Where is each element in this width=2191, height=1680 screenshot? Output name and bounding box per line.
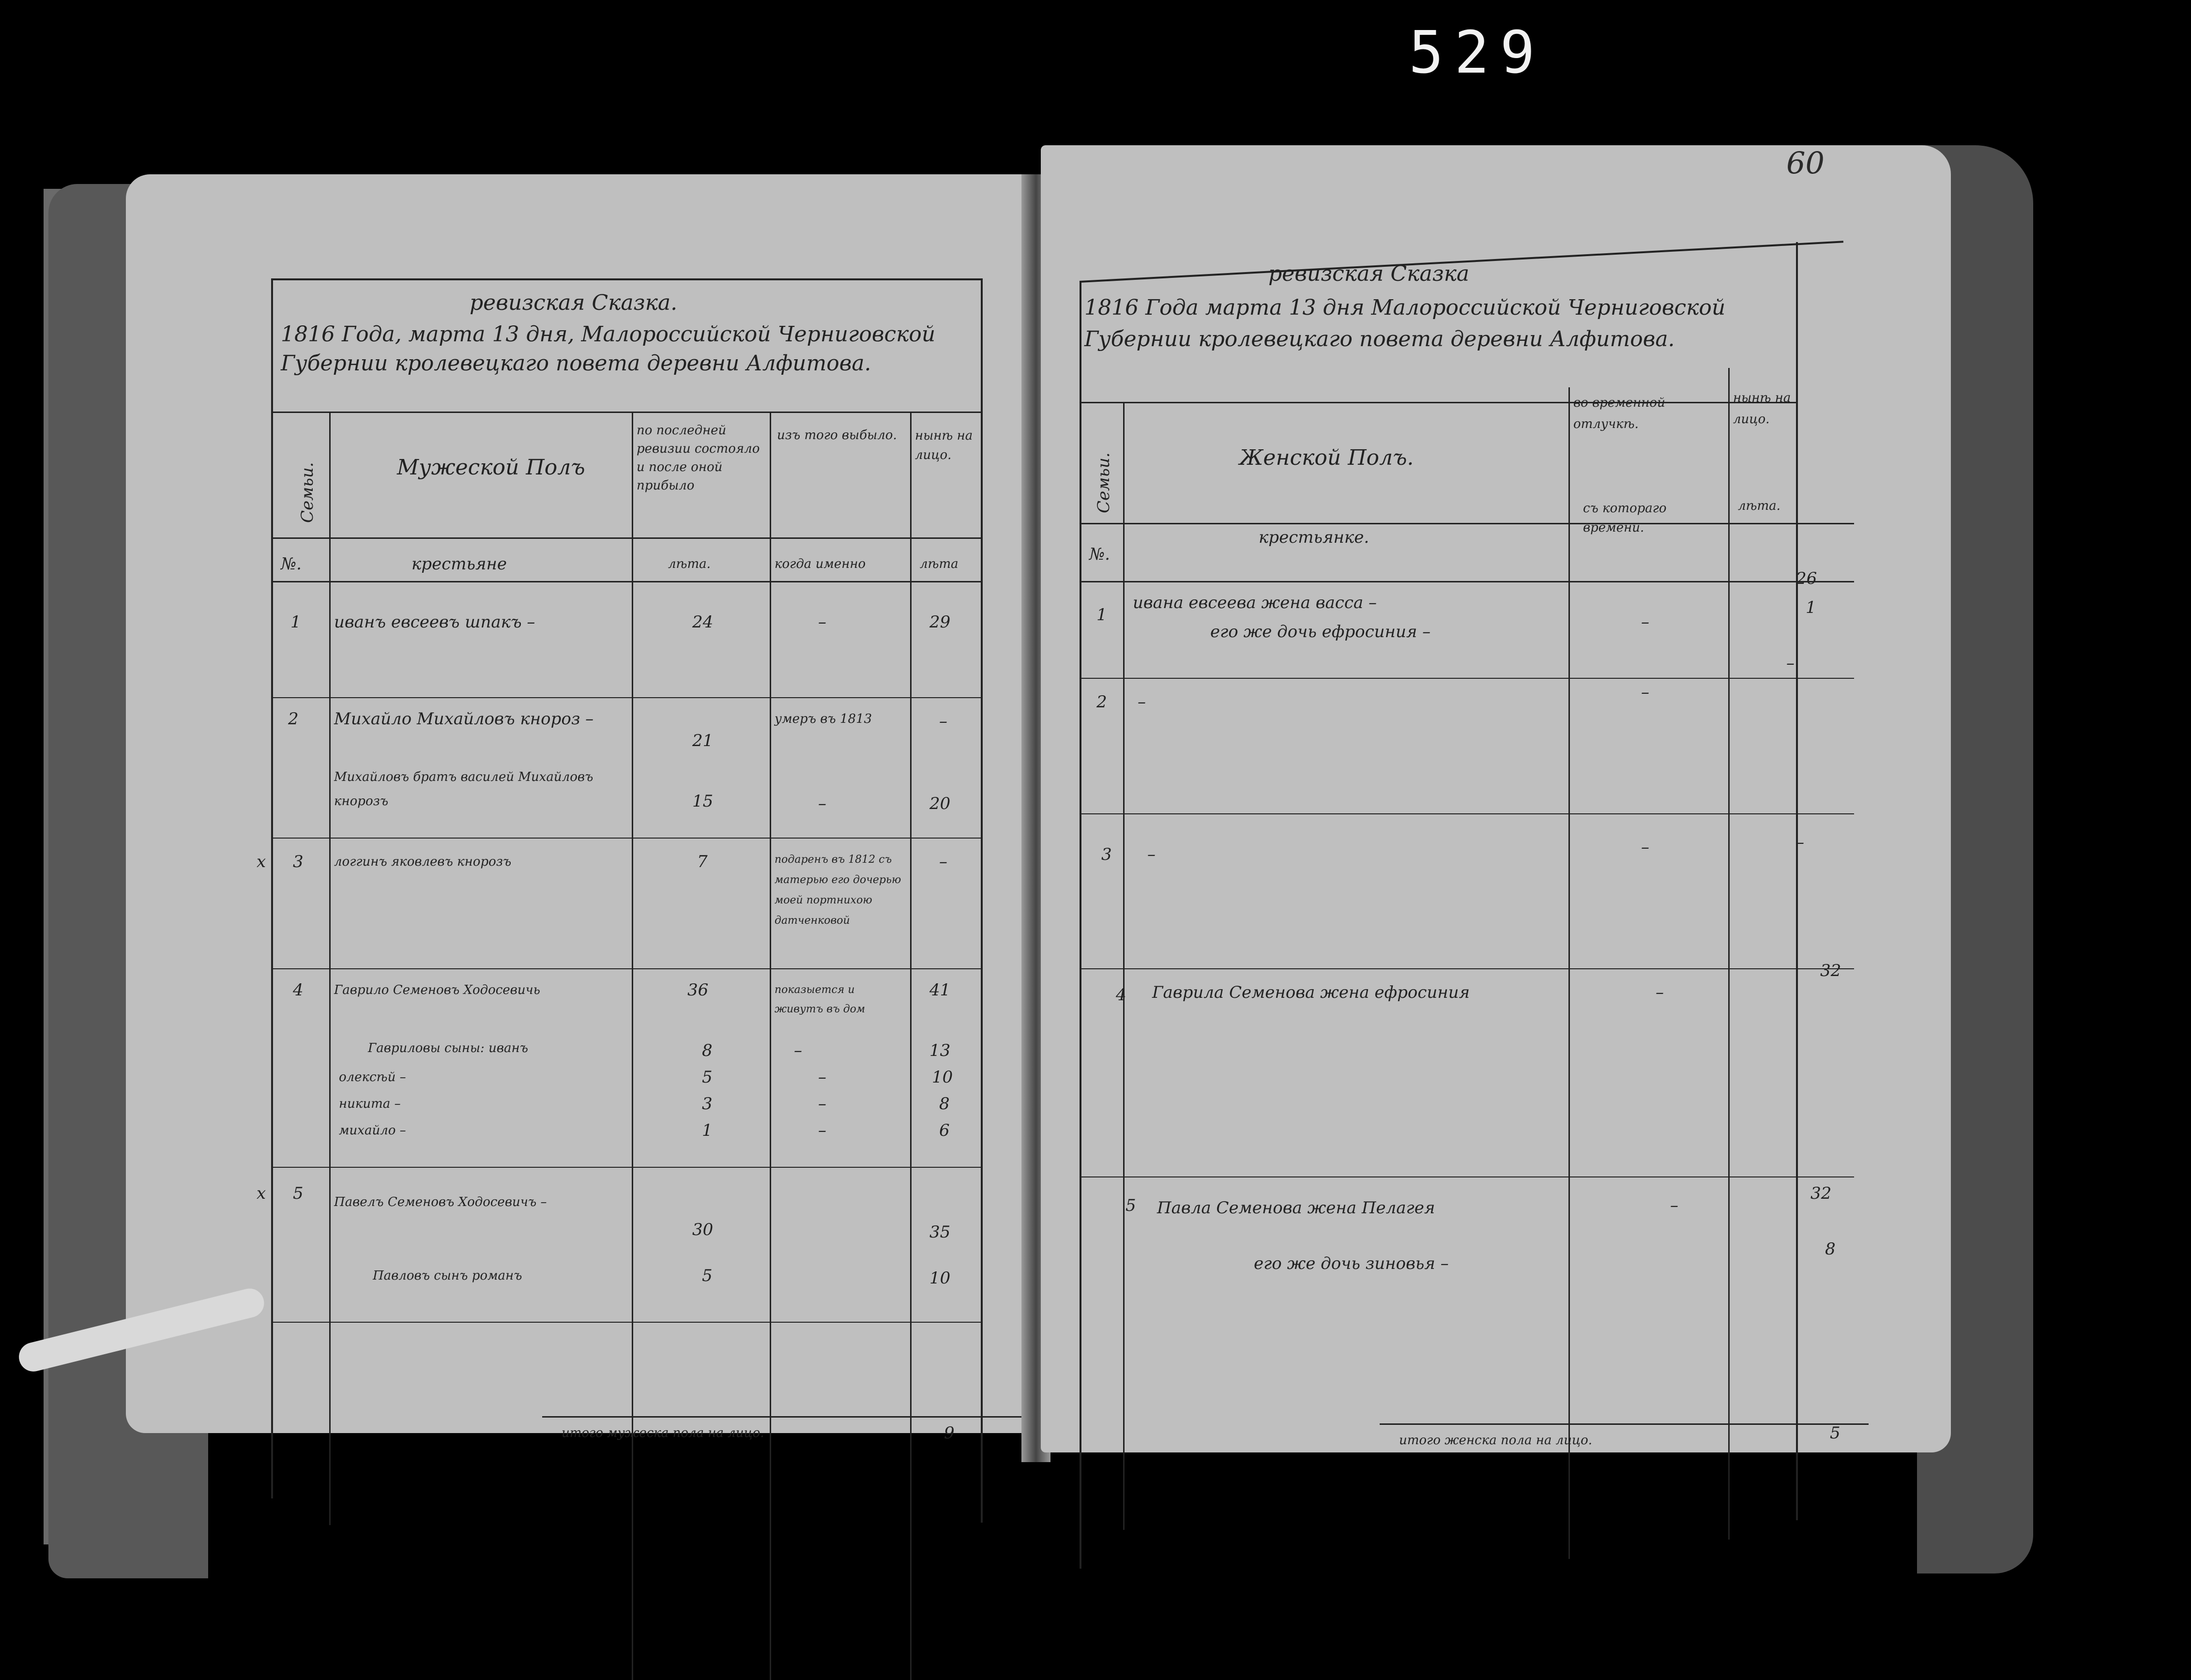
row-no: 5 xyxy=(293,1184,304,1203)
row-present: 32 xyxy=(1811,1184,1832,1203)
frame-left xyxy=(1080,281,1081,1569)
row-departed: – xyxy=(818,1121,826,1140)
row-name: Павелъ Семеновъ Ходосевичъ – xyxy=(334,1195,547,1209)
row-present: 13 xyxy=(929,1041,951,1060)
page-subtitle: Губернии кролевецкаго повета деревни Алфитова. xyxy=(1084,327,1675,351)
col-header-family: Семьи. xyxy=(298,462,317,523)
row-no: 5 xyxy=(1126,1196,1136,1215)
row-present: 1 xyxy=(1806,598,1816,617)
total-value: 9 xyxy=(944,1423,955,1443)
col-header-last-revision: по последней ревизии состояло и после оной прибыло xyxy=(637,423,760,493)
row-present: 41 xyxy=(929,980,951,1000)
row-revision: 5 xyxy=(702,1266,713,1285)
row-departed: – xyxy=(818,794,826,813)
row-revision: 5 xyxy=(702,1068,713,1087)
row-present: 6 xyxy=(939,1121,950,1140)
frame-right xyxy=(1796,242,1798,1520)
row-departed: – xyxy=(818,612,826,632)
row-revision: 36 xyxy=(687,980,709,1000)
row-line xyxy=(271,697,983,698)
row-no: 4 xyxy=(293,980,304,1000)
row-revision: 8 xyxy=(702,1041,713,1060)
row-revision: 7 xyxy=(697,852,708,871)
col-header-absent: во временной отлучкѣ. xyxy=(1573,396,1665,431)
subheader-peasants: крестьянке. xyxy=(1259,528,1369,547)
row-present: 10 xyxy=(929,1268,951,1288)
row-name: Павловъ сынъ романъ xyxy=(373,1268,522,1283)
subheader-no: №. xyxy=(281,554,302,574)
row-revision: 21 xyxy=(692,731,714,750)
col-line xyxy=(770,412,771,1680)
row-line xyxy=(1080,968,1854,969)
row-departed: – xyxy=(818,1068,826,1087)
row-departed: подаренъ въ 1812 съ матерью его дочерью моей портнихою датченковой xyxy=(775,854,901,927)
row-present: 26 xyxy=(1796,569,1817,588)
row-revision: 24 xyxy=(692,612,714,632)
row-absent: – xyxy=(1641,571,1649,591)
page-subtitle: 1816 Года марта 13 дня Малороссийской Черниговской xyxy=(1084,295,1726,320)
col-line xyxy=(1123,402,1125,1530)
row-line xyxy=(1080,813,1854,814)
row-revision: 15 xyxy=(692,792,714,811)
total-label: итого мужеска пола на лицо. xyxy=(562,1426,764,1440)
total-label: итого женска пола на лицо. xyxy=(1399,1433,1593,1448)
row-name: его же дочь ефросиния – xyxy=(1210,622,1431,641)
row-departed: умеръ въ 1813 xyxy=(775,712,872,726)
row-absent: – xyxy=(1641,838,1649,857)
row-present: 8 xyxy=(939,1094,950,1114)
page-subtitle: 1816 Года, марта 13 дня, Малороссийской Черниговской xyxy=(281,322,936,347)
col-header-present: нынѣ на лицо. xyxy=(915,428,973,462)
row-name: – xyxy=(1138,692,1146,712)
subheader-when: когда именно xyxy=(775,557,866,571)
row-absent: – xyxy=(1641,612,1649,632)
col-header-present: нынѣ на лицо. xyxy=(1733,391,1791,427)
row-revision: 1 xyxy=(702,1121,713,1140)
row-no: 1 xyxy=(1096,605,1107,625)
row-name: Павла Семенова жена Пелагея xyxy=(1157,1198,1435,1218)
subheader-years: лѣта. xyxy=(668,557,711,571)
row-present: – xyxy=(1796,833,1804,852)
total-value: 5 xyxy=(1830,1423,1841,1443)
row-name: Михайло Михайловъ кнороз – xyxy=(334,709,594,729)
col-header-gender: Женской Полъ. xyxy=(1239,445,1414,470)
col-header-gender: Мужеской Полъ xyxy=(397,455,585,480)
col-line xyxy=(910,412,912,1680)
row-line xyxy=(1080,678,1854,679)
row-no: 2 xyxy=(1096,692,1107,712)
row-name: Михайловъ братъ василей Михайловъ кнорозъ xyxy=(334,770,593,809)
row-line xyxy=(271,838,983,839)
row-line xyxy=(271,1322,983,1323)
row-present: – xyxy=(1786,654,1795,673)
row-present: 8 xyxy=(1825,1239,1836,1259)
row-no: 1 xyxy=(290,612,301,632)
row-departed: – xyxy=(794,1041,802,1060)
header-divider xyxy=(271,412,983,413)
row-present: – xyxy=(939,712,947,731)
row-line xyxy=(271,1167,983,1168)
page-title: ревизская Сказка xyxy=(1268,261,1470,286)
col-header-family: Семьи. xyxy=(1094,452,1113,513)
row-name: Гавриловы сыны: иванъ xyxy=(368,1041,528,1055)
subheader-divider xyxy=(271,537,983,539)
row-name: иванъ евсеевъ шпакъ – xyxy=(334,612,535,632)
row-name: никита – xyxy=(339,1097,401,1111)
right-page xyxy=(1041,145,1951,1452)
row-present: 32 xyxy=(1820,961,1841,980)
col-line xyxy=(1568,387,1570,1559)
subheader-divider-2 xyxy=(1080,581,1854,582)
row-absent: – xyxy=(1670,1196,1678,1215)
subheader-divider xyxy=(1080,523,1854,524)
row-name: логгинъ яковлевъ кнорозъ xyxy=(334,855,512,869)
subheader-divider-2 xyxy=(271,581,983,582)
row-name: его же дочь зиновья – xyxy=(1254,1254,1449,1273)
row-no: 3 xyxy=(1101,845,1112,864)
row-present: 35 xyxy=(929,1222,951,1242)
col-line xyxy=(632,412,633,1680)
subheader-peasants: крестьяне xyxy=(411,554,507,574)
row-present: 20 xyxy=(929,794,951,813)
frame-left xyxy=(271,278,273,1498)
folio-number: 60 xyxy=(1786,145,1825,181)
frame-right xyxy=(981,278,983,1523)
left-page xyxy=(126,174,1046,1443)
subheader-no: №. xyxy=(1089,545,1110,564)
row-line xyxy=(271,968,983,969)
row-name: Гаврило Семеновъ Ходосевичь xyxy=(334,983,540,997)
row-name: Гаврила Семенова жена ефросиния xyxy=(1152,983,1470,1002)
row-present: 29 xyxy=(929,612,951,632)
margin-mark: x xyxy=(257,852,266,871)
total-line xyxy=(1380,1423,1869,1425)
subheader-years: лѣта. xyxy=(1738,499,1780,513)
total-line xyxy=(542,1416,1031,1418)
row-absent: – xyxy=(1641,683,1649,702)
row-present: – xyxy=(939,852,947,871)
frame-top xyxy=(271,278,983,280)
subheader-years-2: лѣта xyxy=(920,557,959,571)
row-no: 2 xyxy=(288,709,299,729)
subheader-since: съ котораго времени. xyxy=(1583,501,1667,535)
row-name: – xyxy=(1147,845,1156,864)
row-revision: 30 xyxy=(692,1220,714,1239)
margin-mark: x xyxy=(257,1184,266,1203)
col-header-departed: изъ того выбыло. xyxy=(777,428,897,443)
row-revision: 3 xyxy=(702,1094,713,1114)
row-name: олексѣй – xyxy=(339,1070,406,1084)
page-subtitle: Губернии кролевецкаго повета деревни Алфитова. xyxy=(281,351,871,376)
row-line xyxy=(1080,1176,1854,1177)
archive-number: 529 xyxy=(1409,19,1546,87)
row-departed: – xyxy=(818,1094,826,1114)
row-departed: показыется и живутъ въ дом xyxy=(775,984,866,1015)
row-name: михайло – xyxy=(339,1123,406,1138)
page-title: ревизская Сказка. xyxy=(470,290,678,315)
row-no: 3 xyxy=(293,852,304,871)
col-line xyxy=(1728,368,1730,1540)
row-present: 10 xyxy=(932,1068,953,1087)
row-absent: – xyxy=(1656,983,1664,1002)
row-name: ивана евсеева жена васса – xyxy=(1133,593,1377,612)
row-no: 4 xyxy=(1116,985,1126,1005)
